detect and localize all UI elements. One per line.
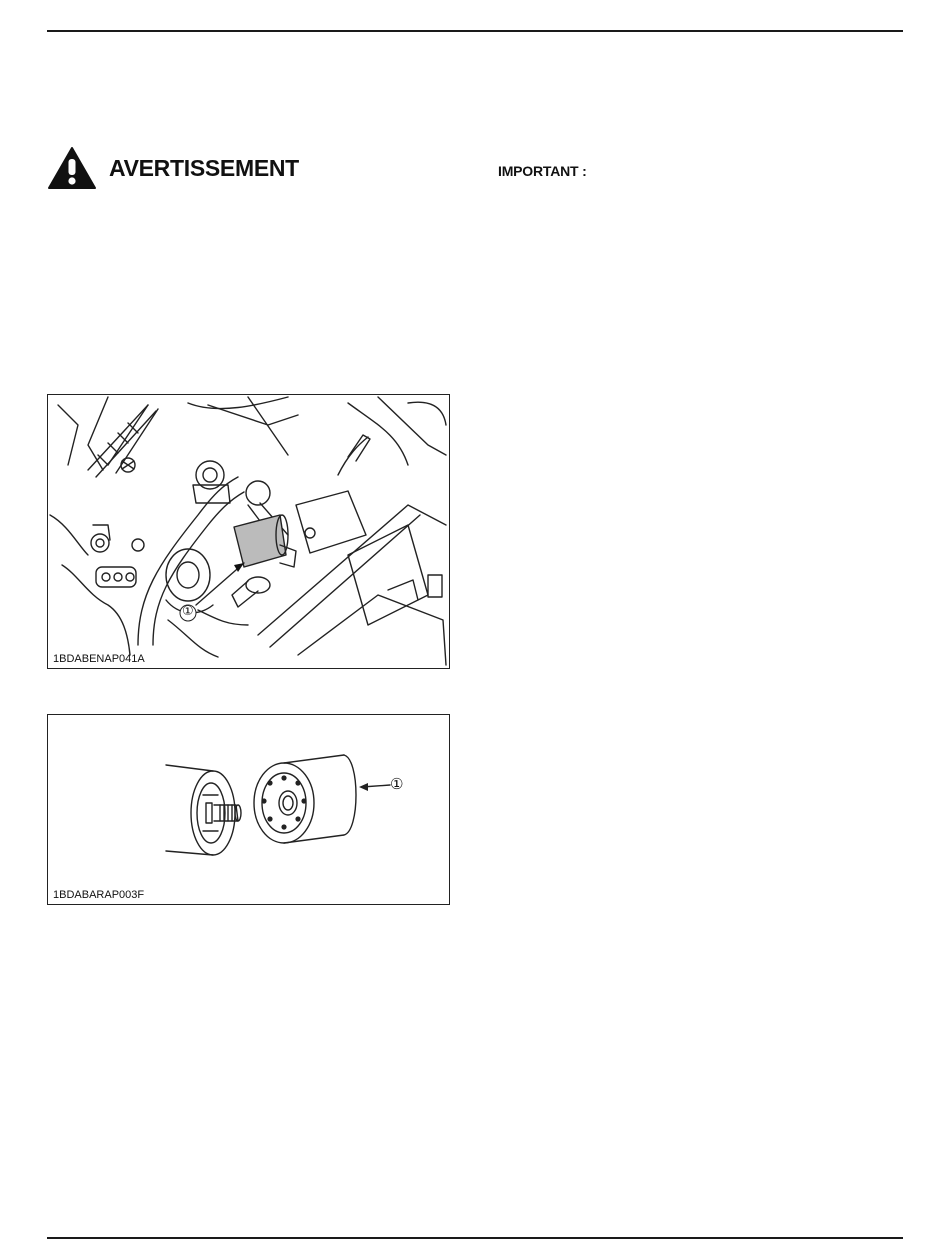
figure-callout-1: ① [390, 775, 404, 793]
warning-block [47, 146, 299, 190]
footer-rule [47, 1237, 903, 1239]
figure-callout-1: ① [182, 604, 194, 619]
engine-bay-oil-filter-illustration [48, 395, 450, 669]
figure-oil-filter [47, 714, 450, 905]
header-rule [47, 30, 903, 32]
important-label: IMPORTANT : [498, 163, 587, 179]
figure-engine-bay [47, 394, 450, 669]
warning-label: AVERTISSEMENT [109, 154, 299, 181]
warning-triangle-icon [47, 146, 97, 190]
figure-code: 1BDABENAP041A [53, 653, 145, 665]
oil-filter-cartridge-illustration [48, 715, 450, 905]
figure-code: 1BDABARAP003F [53, 889, 145, 901]
